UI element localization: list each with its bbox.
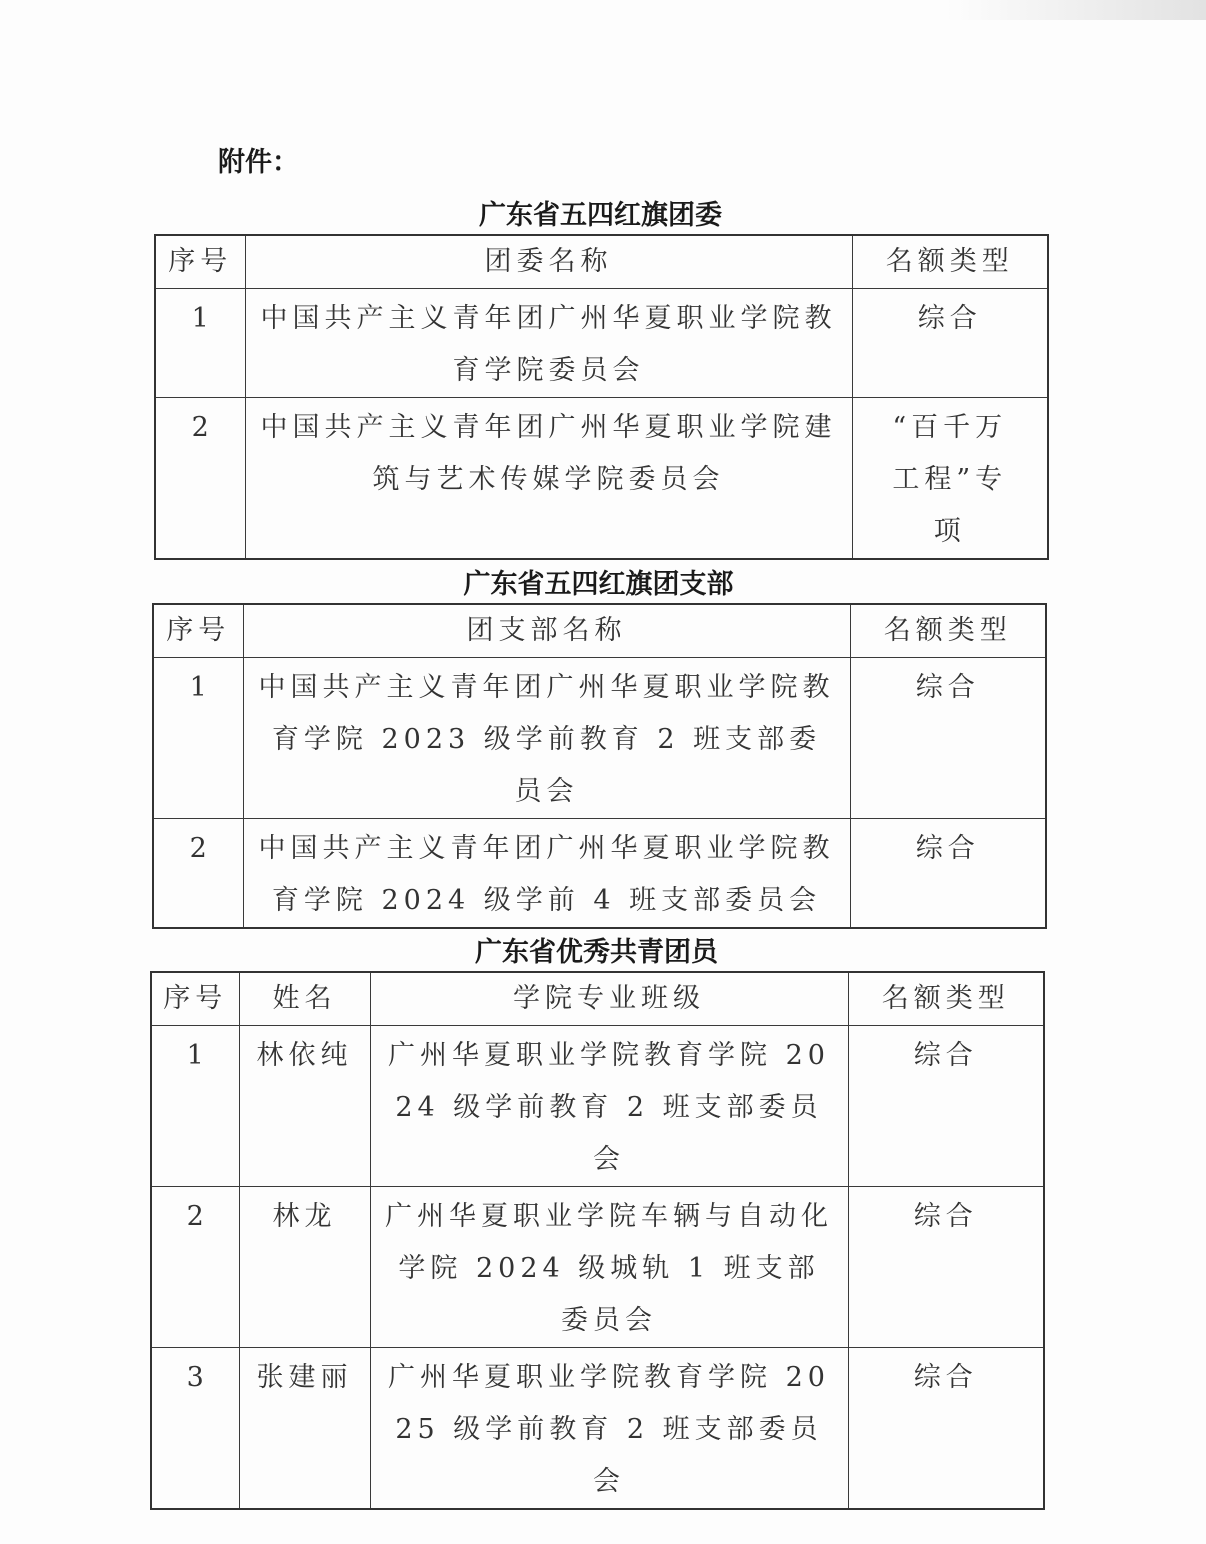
- row-class: 广州华夏职业学院教育学院 2024 级学前教育 2 班支部委员会: [388, 1040, 830, 1175]
- league-branch-table: [152, 603, 1047, 929]
- table-header-row: [153, 604, 1046, 658]
- row-person: 张建丽: [256, 1362, 353, 1393]
- row-type: 综合: [913, 1040, 978, 1071]
- outstanding-members-table: [150, 971, 1045, 1510]
- table-row: [151, 1348, 1044, 1510]
- row-person: 林龙: [272, 1201, 337, 1232]
- header-type: 名额类型: [850, 604, 1046, 658]
- table-row: [151, 1187, 1044, 1348]
- header-person: 姓名: [239, 972, 370, 1026]
- row-name: 中国共产主义青年团广州华夏职业学院建筑与艺术传媒学院委员会: [260, 412, 837, 495]
- section-title-league-branch: 广东省五四红旗团支部: [463, 569, 734, 600]
- row-person: 林依纯: [256, 1040, 353, 1071]
- header-name: 团委名称: [245, 235, 852, 289]
- header-class: 学院专业班级: [370, 972, 848, 1026]
- row-no: 1: [191, 303, 209, 334]
- scan-shadow: [946, 0, 1206, 20]
- row-name: 中国共产主义青年团广州华夏职业学院教育学院委员会: [260, 303, 837, 386]
- table-row: [151, 1026, 1044, 1187]
- row-no: 2: [189, 833, 207, 864]
- row-no: 2: [186, 1201, 204, 1232]
- row-name: 中国共产主义青年团广州华夏职业学院教育学院 2023 级学前教育 2 班支部委员会: [258, 672, 835, 807]
- row-type: 综合: [915, 672, 980, 703]
- row-name: 中国共产主义青年团广州华夏职业学院教育学院 2024 级学前 4 班支部委员会: [258, 833, 835, 916]
- table-row: [153, 819, 1046, 929]
- attachment-label: 附件：: [218, 147, 299, 178]
- table-header-row: [155, 235, 1048, 289]
- row-type: 综合: [913, 1362, 978, 1393]
- table-row: [155, 289, 1048, 398]
- header-name: 团支部名称: [243, 604, 850, 658]
- header-seq: 序号: [155, 235, 245, 289]
- header-type: 名额类型: [848, 972, 1044, 1026]
- row-type: 综合: [915, 833, 980, 864]
- section-title-league-committee: 广东省五四红旗团委: [479, 200, 722, 231]
- league-committee-table: [154, 234, 1049, 560]
- row-type: 综合: [913, 1201, 978, 1232]
- header-seq: 序号: [151, 972, 239, 1026]
- row-no: 2: [191, 412, 209, 443]
- row-class: 广州华夏职业学院教育学院 2025 级学前教育 2 班支部委员会: [388, 1362, 830, 1497]
- header-type: 名额类型: [852, 235, 1048, 289]
- row-class: 广州华夏职业学院车辆与自动化学院 2024 级城轨 1 班支部委员会: [385, 1201, 833, 1336]
- row-type: “百千万工程”专项: [892, 412, 1008, 547]
- row-no: 1: [186, 1040, 204, 1071]
- table-row: [155, 398, 1048, 560]
- table-row: [153, 658, 1046, 819]
- row-no: 3: [186, 1362, 204, 1393]
- header-seq: 序号: [153, 604, 243, 658]
- table-header-row: [151, 972, 1044, 1026]
- row-no: 1: [189, 672, 207, 703]
- row-type: 综合: [917, 303, 982, 334]
- section-title-outstanding-members: 广东省优秀共青团员: [475, 937, 718, 968]
